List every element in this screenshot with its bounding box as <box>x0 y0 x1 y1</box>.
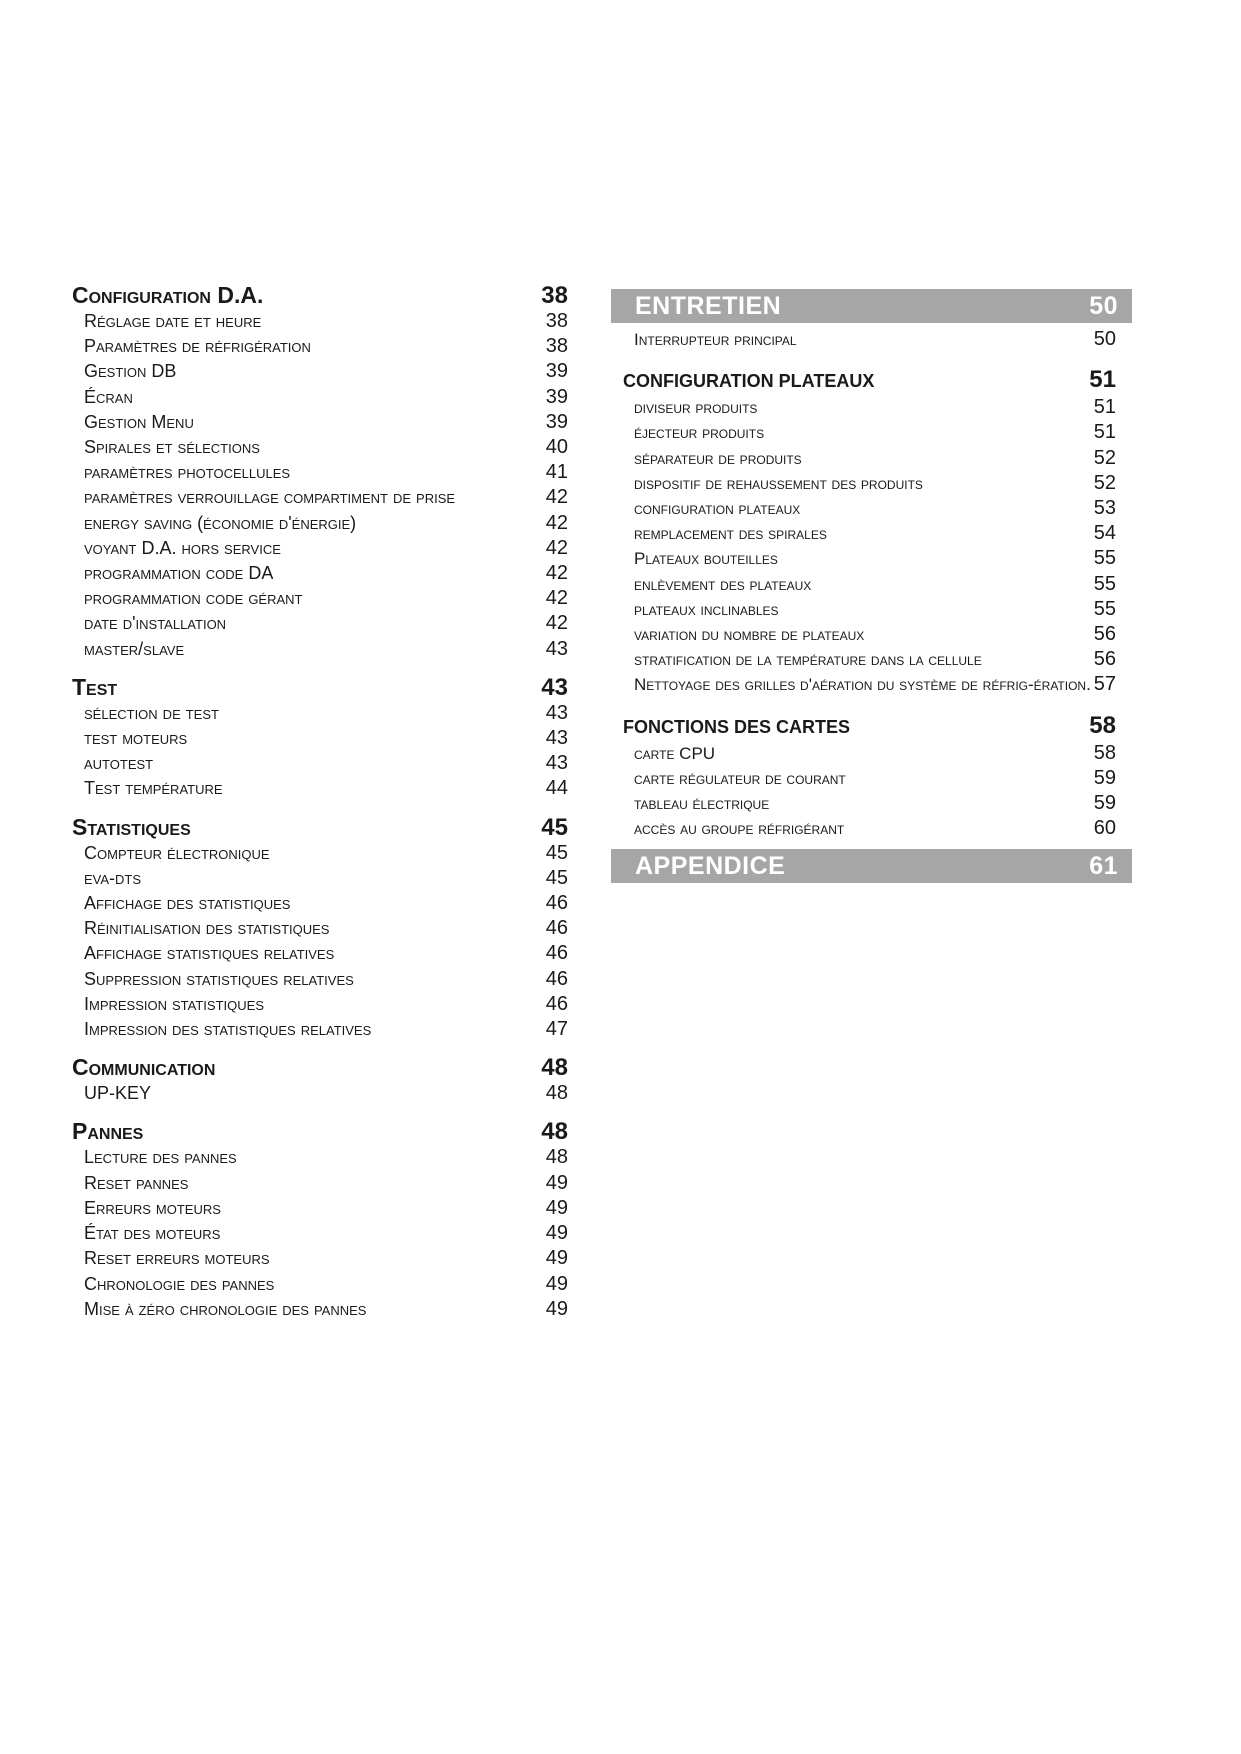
toc-entry-label: configuration plateaux <box>634 499 801 519</box>
toc-entry-page: 38 <box>545 310 568 332</box>
section-title: Test <box>72 673 118 700</box>
toc-entry-label: eva-dts <box>84 867 142 888</box>
toc-entry-label: Chronologie des pannes <box>84 1273 275 1294</box>
toc-entry-label: Paramètres de réfrigération <box>84 336 311 357</box>
toc-entry[interactable] <box>72 1272 568 1297</box>
toc-entry-label: plateaux inclinables <box>634 599 779 619</box>
toc-entry-page: 49 <box>545 1171 568 1194</box>
toc-entry[interactable] <box>72 776 568 801</box>
toc-entry[interactable] <box>72 967 568 992</box>
toc-entry-label: Nettoyage des grilles d'aération du système de réfrig-ération. <box>634 675 1091 695</box>
toc-entry-page: 42 <box>545 511 568 534</box>
section-title: Communication <box>72 1054 216 1081</box>
toc-entry-page: 46 <box>545 967 568 990</box>
toc-entry[interactable] <box>72 1171 568 1196</box>
toc-entry[interactable] <box>611 622 1132 647</box>
toc-entry-page: 43 <box>545 727 568 750</box>
toc-section-configuration[interactable] <box>72 282 568 309</box>
toc-entry[interactable] <box>72 435 568 460</box>
toc-entry-page: 42 <box>545 486 568 509</box>
toc-entry-label: Compteur électronique <box>84 842 270 863</box>
toc-entry-page: 45 <box>545 841 568 864</box>
toc-entry[interactable] <box>72 1297 568 1322</box>
toc-entry-label: remplacement des spirales <box>634 524 827 544</box>
section-title: FONCTIONS DES CARTES <box>623 716 851 737</box>
toc-entry[interactable] <box>72 637 568 662</box>
toc-entry-label: sélection de test <box>84 702 219 723</box>
toc-entry[interactable] <box>72 992 568 1017</box>
toc-entry-label: Plateaux bouteilles <box>634 549 778 569</box>
toc-entry-page: 45 <box>545 866 568 889</box>
toc-entry[interactable] <box>72 726 568 751</box>
toc-entry[interactable] <box>72 611 568 636</box>
toc-entry-label: voyant D.A. hors service <box>84 537 281 558</box>
toc-entry-label: enlèvement des plateaux <box>634 574 812 594</box>
toc-entry-page: 49 <box>545 1247 568 1270</box>
section-page: 43 <box>541 673 568 701</box>
toc-entry[interactable] <box>611 766 1132 791</box>
toc-entry[interactable] <box>72 586 568 611</box>
toc-entry-page: 46 <box>545 917 568 940</box>
toc-entry-page: 42 <box>545 562 568 585</box>
toc-entry[interactable] <box>611 496 1132 521</box>
section-page: 38 <box>541 282 568 309</box>
toc-entry-label: Spirales et sélections <box>84 437 260 458</box>
toc-entry-label: autotest <box>84 753 154 774</box>
toc-entry[interactable] <box>72 536 568 561</box>
toc-entry[interactable] <box>72 359 568 384</box>
toc-entry-page: 59 <box>1093 766 1116 789</box>
toc-entry[interactable] <box>72 701 568 726</box>
toc-entry[interactable] <box>72 751 568 776</box>
toc-entry-label: Gestion DB <box>84 361 177 382</box>
toc-entry-page: 50 <box>1093 328 1116 350</box>
toc-entry[interactable] <box>72 941 568 966</box>
toc-entry-page: 38 <box>545 335 568 358</box>
toc-entry-page: 54 <box>1093 522 1116 545</box>
toc-entry[interactable] <box>611 471 1132 496</box>
toc-entry[interactable] <box>72 841 568 866</box>
toc-entry-label: dispositif de rehaussement des produits <box>634 473 923 493</box>
toc-entry[interactable] <box>611 672 1132 697</box>
chapter-page: 61 <box>1089 851 1118 880</box>
toc-entry[interactable] <box>72 334 568 359</box>
toc-entry[interactable] <box>72 1145 568 1170</box>
toc-entry-page: 56 <box>1093 648 1116 671</box>
toc-entry-page: 40 <box>545 436 568 459</box>
toc-entry-page: 59 <box>1093 792 1116 815</box>
toc-entry-label: Impression des statistiques relatives <box>84 1019 372 1040</box>
toc-left-column <box>72 282 568 1322</box>
toc-entry[interactable] <box>72 1221 568 1246</box>
toc-entry-page: 55 <box>1093 547 1116 570</box>
toc-entry-label: État des moteurs <box>84 1223 221 1244</box>
toc-entry-page: 51 <box>1093 421 1116 444</box>
toc-entry-label: paramètres photocellules <box>84 462 291 483</box>
toc-entry[interactable] <box>72 385 568 410</box>
toc-entry-page: 43 <box>545 637 568 660</box>
toc-entry-page: 46 <box>545 992 568 1015</box>
section-page: 51 <box>1089 366 1116 394</box>
toc-entry-label: Lecture des pannes <box>84 1147 237 1168</box>
toc-entry[interactable] <box>72 460 568 485</box>
toc-section-pannes[interactable] <box>72 1118 568 1145</box>
toc-entry-label: programmation code DA <box>84 563 274 584</box>
toc-entry[interactable] <box>611 521 1132 546</box>
toc-entry-label: carte régulateur de courant <box>634 768 846 788</box>
section-page: 48 <box>541 1054 568 1082</box>
toc-entry[interactable] <box>72 410 568 435</box>
toc-entry-label: programmation code gérant <box>84 588 303 609</box>
toc-entry-page: 49 <box>545 1222 568 1245</box>
toc-entry-label: Réglage date et heure <box>84 311 262 331</box>
toc-entry-label: accès au groupe réfrigérant <box>634 819 845 839</box>
toc-entry-page: 44 <box>545 777 568 800</box>
toc-entry[interactable] <box>611 791 1132 816</box>
toc-section-communication[interactable] <box>72 1054 568 1081</box>
toc-entry-label: Affichage statistiques relatives <box>84 943 335 964</box>
toc-entry-page: 42 <box>545 612 568 635</box>
section-title: Configuration D.A. <box>72 282 264 308</box>
toc-section-test[interactable] <box>72 674 568 701</box>
toc-entry[interactable] <box>611 816 1132 841</box>
toc-entry-page: 57 <box>1093 673 1116 696</box>
toc-entry[interactable] <box>72 1196 568 1221</box>
section-title: CONFIGURATION PLATEAUX <box>623 371 875 392</box>
toc-entry-page: 52 <box>1093 446 1116 469</box>
toc-entry-label: Reset erreurs moteurs <box>84 1248 270 1269</box>
toc-entry-page: 39 <box>545 385 568 408</box>
toc-entry[interactable] <box>72 1081 568 1106</box>
toc-entry[interactable] <box>611 572 1132 597</box>
toc-entry-label: paramètres verrouillage compartiment de prise <box>84 487 456 508</box>
toc-section-statistiques[interactable] <box>72 814 568 841</box>
chapter-title: ENTRETIEN <box>635 291 782 320</box>
toc-entry-label: Gestion Menu <box>84 411 194 432</box>
toc-entry-page: 56 <box>1093 623 1116 646</box>
toc-entry-page: 58 <box>1093 741 1116 764</box>
toc-entry[interactable] <box>72 561 568 586</box>
toc-entry[interactable] <box>72 309 568 334</box>
toc-entry-page: 42 <box>545 536 568 559</box>
toc-chapter-bar-entretien[interactable] <box>611 289 1132 323</box>
toc-entry[interactable] <box>611 420 1132 445</box>
toc-entry-label: diviseur produits <box>634 398 758 418</box>
section-title: Pannes <box>72 1118 144 1145</box>
toc-entry-label: carte CPU <box>634 743 716 763</box>
toc-entry-page: 49 <box>545 1196 568 1219</box>
toc-entry-page: 46 <box>545 942 568 965</box>
toc-entry-label: Impression statistiques <box>84 993 264 1014</box>
toc-entry-label: Interrupteur principal <box>634 330 797 349</box>
toc-entry-label: Affichage des statistiques <box>84 893 291 914</box>
toc-entry-label: stratification de la température dans la cellule <box>634 650 982 670</box>
toc-entry-page: 55 <box>1093 597 1116 620</box>
toc-entry-page: 46 <box>545 892 568 915</box>
toc-entry[interactable] <box>72 485 568 510</box>
toc-entry-page: 49 <box>545 1297 568 1320</box>
toc-entry-page: 41 <box>545 461 568 484</box>
toc-entry-label: éjecteur produits <box>634 423 765 443</box>
toc-entry-label: energy saving (économie d'énergie) <box>84 512 357 533</box>
toc-entry-page: 47 <box>545 1018 568 1041</box>
toc-entry-page: 39 <box>545 410 568 433</box>
section-page: 48 <box>541 1118 568 1146</box>
section-page: 45 <box>541 813 568 841</box>
toc-entry-label: master/slave <box>84 638 185 659</box>
section-title: Statistiques <box>72 813 191 840</box>
toc-entry[interactable] <box>611 597 1132 622</box>
toc-entry-label: Réinitialisation des statistiques <box>84 918 330 939</box>
toc-entry-page: 53 <box>1093 497 1116 520</box>
toc-entry-page: 39 <box>545 360 568 383</box>
toc-entry-page: 51 <box>1093 396 1116 419</box>
toc-section-fonctions-des-cartes[interactable] <box>611 712 1132 741</box>
section-page: 58 <box>1089 711 1116 739</box>
toc-entry[interactable] <box>611 446 1132 471</box>
toc-entry-label: Reset pannes <box>84 1172 189 1193</box>
toc-entry-label: test moteurs <box>84 728 188 749</box>
toc-entry-label: tableau électrique <box>634 794 770 814</box>
toc-entry-page: 55 <box>1093 572 1116 595</box>
toc-entry-page: 48 <box>545 1082 568 1105</box>
toc-entry[interactable] <box>72 511 568 536</box>
toc-entry-label: Mise à zéro chronologie des pannes <box>84 1298 367 1319</box>
toc-entry-label: Suppression statistiques relatives <box>84 968 354 989</box>
toc-entry-label: UP-KEY <box>84 1083 152 1104</box>
chapter-page: 50 <box>1089 291 1118 320</box>
toc-entry-page: 49 <box>545 1272 568 1295</box>
toc-entry[interactable] <box>611 546 1132 571</box>
toc-entry-page: 42 <box>545 587 568 610</box>
toc-entry-label: Écran <box>84 386 133 407</box>
toc-chapter-bar-appendice[interactable] <box>611 849 1132 883</box>
toc-right-column <box>611 289 1132 883</box>
toc-entry[interactable] <box>72 866 568 891</box>
toc-entry-page: 43 <box>545 752 568 775</box>
toc-entry-page: 43 <box>545 701 568 724</box>
toc-entry[interactable] <box>72 1017 568 1042</box>
toc-entry-page: 52 <box>1093 471 1116 494</box>
toc-entry[interactable] <box>611 327 1132 352</box>
toc-entry-page: 60 <box>1093 817 1116 840</box>
toc-entry-page: 48 <box>545 1146 568 1169</box>
toc-entry[interactable] <box>72 1246 568 1271</box>
toc-entry-label: Test température <box>84 778 223 799</box>
chapter-title: APPENDICE <box>635 851 786 880</box>
toc-entry[interactable] <box>72 891 568 916</box>
toc-entry-label: variation du nombre de plateaux <box>634 625 865 645</box>
toc-entry-label: séparateur de produits <box>634 448 802 468</box>
toc-entry[interactable] <box>611 395 1132 420</box>
toc-entry[interactable] <box>611 647 1132 672</box>
toc-entry-label: date d'installation <box>84 613 227 634</box>
toc-entry-label: Erreurs moteurs <box>84 1197 221 1218</box>
toc-entry[interactable] <box>611 741 1132 766</box>
toc-section-configuration-plateaux[interactable] <box>611 366 1132 395</box>
toc-entry[interactable] <box>72 916 568 941</box>
